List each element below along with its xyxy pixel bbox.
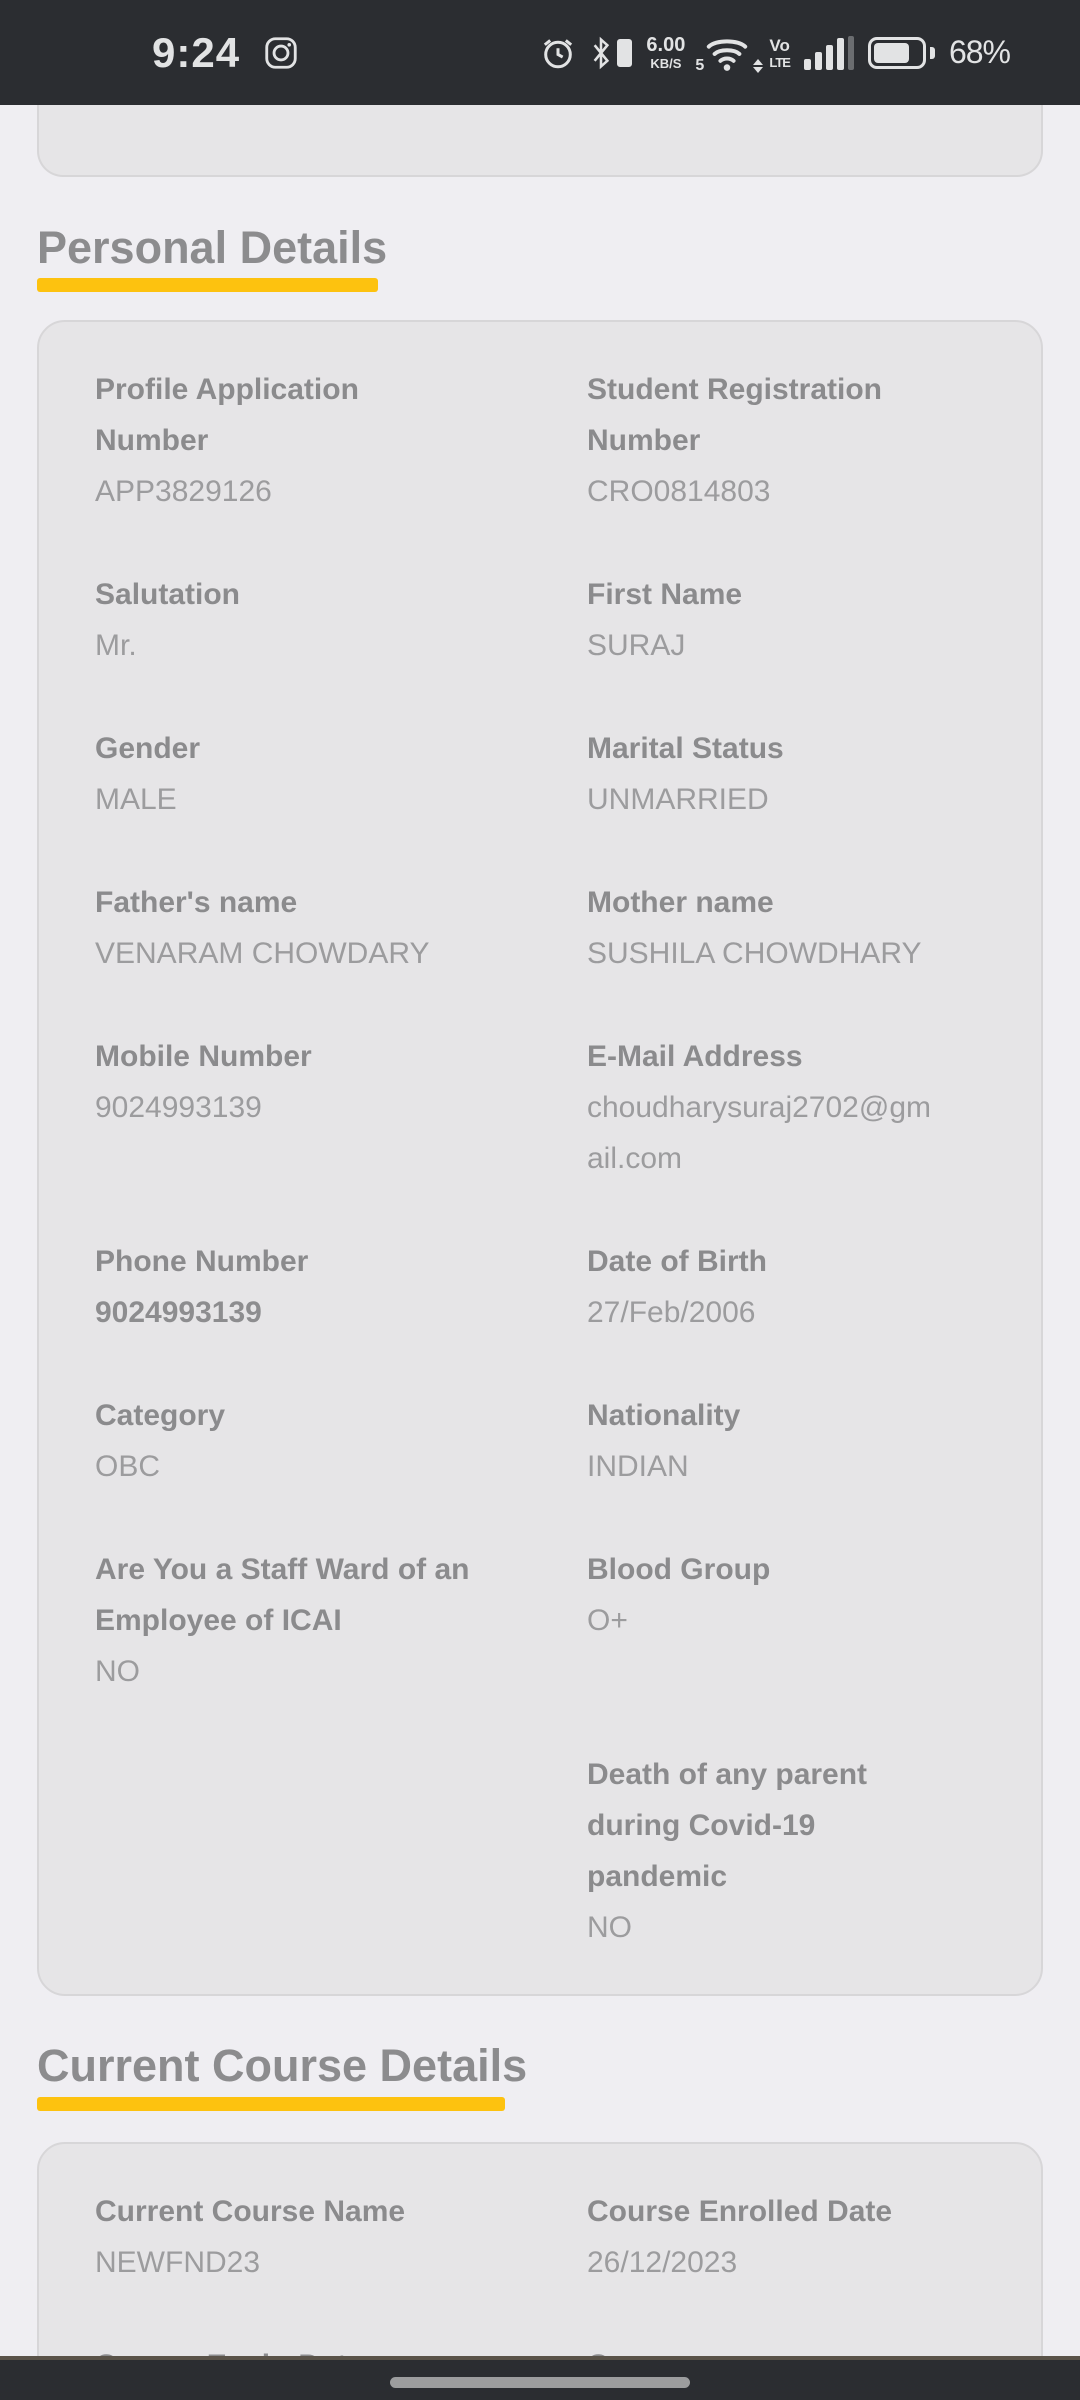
alarm-icon: [540, 35, 576, 71]
instagram-icon: [262, 34, 300, 72]
field-label: Nationality: [587, 1399, 741, 1432]
field-row: [95, 2186, 985, 2288]
field-label: Profile Application Number: [95, 373, 359, 457]
section-title-personal-details: Personal Details: [37, 222, 388, 273]
field-category: [95, 1390, 587, 1492]
field-row: [95, 364, 985, 517]
field-label: First Name: [587, 578, 743, 611]
field-label: E-Mail Address: [587, 1040, 803, 1073]
field-phone-number: [95, 1236, 587, 1338]
field-value: VENARAM CHOWDARY: [95, 937, 430, 970]
field-label: Mother name: [587, 886, 774, 919]
field-student-registration-number: [587, 364, 985, 517]
field-course-enrolled-date: [587, 2186, 985, 2288]
field-label: Date of Birth: [587, 1245, 767, 1278]
network-speed-indicator: 6.00 KB/S: [646, 34, 686, 71]
field-value: NO: [587, 1911, 632, 1944]
field-first-name: [587, 569, 985, 671]
field-gender: [95, 723, 587, 825]
field-label: Course Enrolled Date: [587, 2195, 893, 2228]
wifi-icon: 5: [699, 31, 755, 75]
status-bar: [0, 0, 1080, 105]
bluetooth-icon: [590, 36, 612, 70]
field-label: Blood Group: [587, 1553, 771, 1586]
field-value: APP3829126: [95, 475, 272, 508]
field-row: [95, 723, 985, 825]
field-row: [95, 1544, 985, 1697]
title-underline-accent: [37, 278, 378, 292]
field-label: Marital Status: [587, 732, 784, 765]
personal-details-card: [37, 320, 1043, 1996]
field-label: Category: [95, 1399, 226, 1432]
field-label: Student Registration Number: [587, 373, 883, 457]
battery-icon: [868, 37, 935, 69]
field-salutation: [95, 569, 587, 671]
clock-time: 9:24: [152, 28, 241, 76]
field-value: 26/12/2023: [587, 2246, 738, 2279]
section-title-current-course-details: Current Course Details: [37, 2040, 528, 2091]
field-value: O+: [587, 1604, 628, 1637]
field-mother-name: [587, 877, 985, 979]
field-value: SURAJ: [587, 629, 686, 662]
field-value: OBC: [95, 1450, 161, 1483]
field-value: 9024993139: [95, 1091, 262, 1124]
field-profile-application-number: [95, 364, 587, 517]
field-value: Mr.: [95, 629, 137, 662]
field-death-of-parent-covid: [587, 1749, 985, 1953]
field-value: 27/Feb/2006: [587, 1296, 756, 1329]
field-blood-group: [587, 1544, 985, 1697]
field-value: choudharysuraj2702@gmail.com: [587, 1091, 931, 1175]
field-value: NEWFND23: [95, 2246, 261, 2279]
volte-icon: Vo LTE: [769, 35, 790, 70]
field-label: Gender: [95, 732, 201, 765]
signal-icon: [804, 36, 854, 70]
gesture-nav-bar: [0, 2356, 1080, 2400]
field-row: [95, 1236, 985, 1338]
field-email-address: [587, 1031, 985, 1184]
field-label: Death of any parent during Covid-19 pandemic: [587, 1758, 868, 1893]
field-row: [95, 1749, 985, 1953]
field-label: Mobile Number: [95, 1040, 312, 1073]
battery-percent: 68%: [948, 34, 1010, 70]
field-value: INDIAN: [587, 1450, 689, 1483]
field-staff-ward: [95, 1544, 587, 1697]
field-row: [95, 1031, 985, 1184]
field-value: SUSHILA CHOWDHARY: [587, 937, 922, 970]
field-value: UNMARRIED: [587, 783, 769, 816]
field-label: Salutation: [95, 578, 241, 611]
field-row: [95, 1390, 985, 1492]
gesture-pill[interactable]: [390, 2377, 690, 2388]
title-underline-accent: [37, 2097, 505, 2111]
field-fathers-name: [95, 877, 587, 979]
field-value: 9024993139: [95, 1296, 262, 1329]
field-marital-status: [587, 723, 985, 825]
field-label: Phone Number: [95, 1245, 309, 1278]
field-label: Current Course Name: [95, 2195, 406, 2228]
previous-card-partial: [37, 100, 1043, 177]
field-label: Are You a Staff Ward of an Employee of ICAI: [95, 1553, 470, 1637]
field-date-of-birth: [587, 1236, 985, 1338]
field-row: [95, 569, 985, 671]
field-value: NO: [95, 1655, 140, 1688]
field-row: [95, 877, 985, 979]
field-nationality: [587, 1390, 985, 1492]
field-value: CRO0814803: [587, 475, 771, 508]
field-empty: [95, 1749, 587, 1953]
field-label: Father's name: [95, 886, 298, 919]
field-current-course-name: [95, 2186, 587, 2288]
bluetooth-battery-icon: [617, 39, 632, 67]
field-mobile-number: [95, 1031, 587, 1184]
field-value: MALE: [95, 783, 177, 816]
